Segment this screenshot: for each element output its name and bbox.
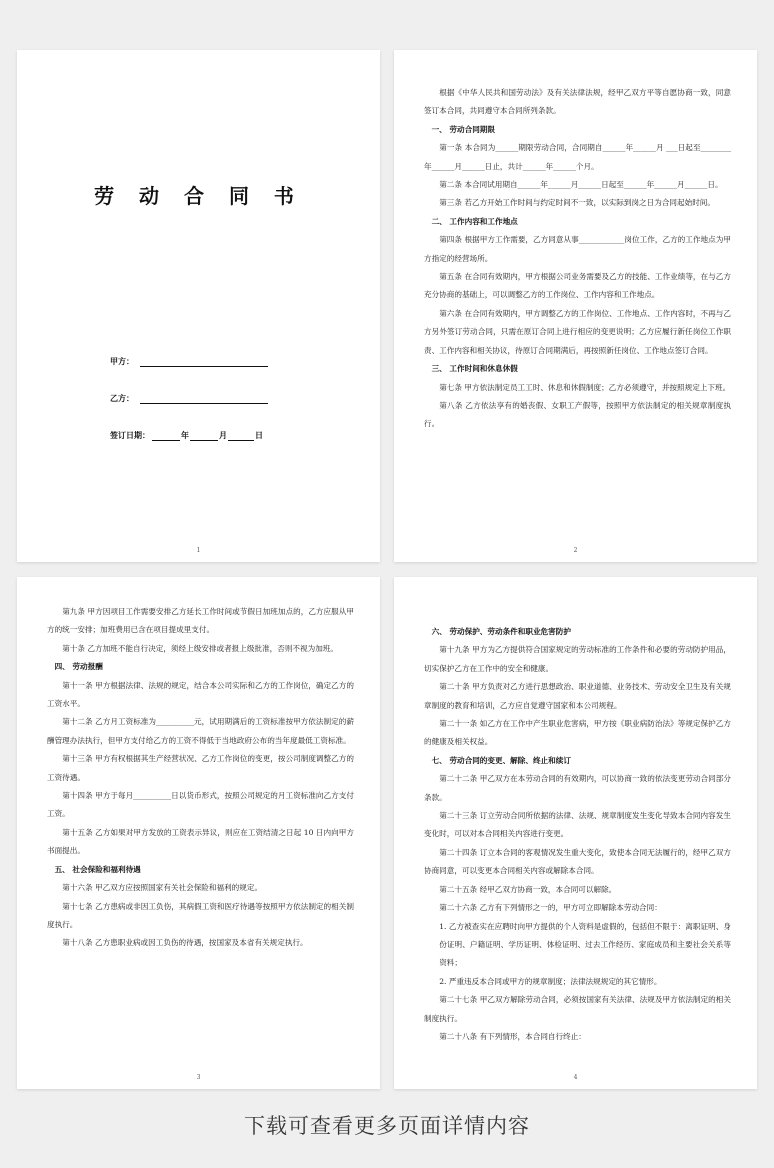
clause-paragraph: 第四条 根据甲方工作需要，乙方同意从事____________岗位工作，乙方的工作地点为甲方指定的经营场所。 xyxy=(424,235,731,263)
clause-paragraph: 第十四条 甲方于每月__________日以货币形式，按照公司规定的月工资标准向乙方支付工资。 xyxy=(47,791,354,819)
clause-paragraph: 第二十条 甲方负责对乙方进行思想政治、职业道德、业务技术、劳动安全卫生及有关规章制度的教育和培训，乙方应自觉遵守国家和本公司规程。 xyxy=(424,682,731,710)
document-page-2 xyxy=(394,50,757,562)
clause-paragraph: 第二条 本合同试用期自______年______月______日起至______年______月______日。 xyxy=(439,180,723,190)
party-a-line xyxy=(140,357,268,367)
list-item: 1. 乙方被查实在应聘时向甲方提供的个人资料是虚假的，包括但不限于：离职证明、身份证明、户籍证明、学历证明、体检证明、过去工作经历、家庭成员和主要社会关系等资料； xyxy=(439,921,731,968)
clause-paragraph: 第二十五条 经甲乙双方协商一致，本合同可以解除。 xyxy=(439,884,617,894)
party-b-field xyxy=(110,393,268,404)
party-b-label: 乙方： xyxy=(110,394,134,403)
year-line xyxy=(152,431,180,441)
section-heading: 三、 工作时间和休息休假 xyxy=(431,364,518,374)
clause-paragraph: 第十七条 乙方患病或非因工负伤，其病假工资和医疗待遇等按照甲方依法制定的相关制度执行。 xyxy=(47,901,354,929)
party-a-label: 甲方： xyxy=(110,357,134,366)
section-heading: 七、 劳动合同的变更、解除、终止和续订 xyxy=(431,755,571,765)
clause-paragraph: 第九条 甲方因项目工作需要安排乙方延长工作时间或节假日加班加点的，乙方应服从甲方的统一安排；加班费用已含在项目提成里支付。 xyxy=(47,607,354,635)
clause-paragraph: 第二十二条 甲乙双方在本劳动合同的有效期内，可以协商一致的依法变更劳动合同部分条款。 xyxy=(424,774,731,802)
party-b-line xyxy=(140,394,268,404)
clause-paragraph: 第八条 乙方依法享有的婚丧假、女职工产假等，按照甲方依法制定的相关规章制度执行。 xyxy=(424,400,731,429)
clause-paragraph: 第二十七条 甲乙双方解除劳动合同，必须按国家有关法律、法规及甲方依法制定的相关制度执行。 xyxy=(424,995,731,1023)
clause-paragraph: 第二十八条 有下列情形，本合同自行终止： xyxy=(439,1031,586,1041)
clause-paragraph: 根据《中华人民共和国劳动法》及有关法律法规，经甲乙双方平等自愿协商一致，同意签订本合同，共同遵守本合同所列条款。 xyxy=(424,88,731,116)
page-number: 4 xyxy=(573,1074,578,1081)
section-heading: 六、 劳动保护、劳动条件和职业危害防护 xyxy=(431,627,571,636)
cover-title: 劳 动 合 同 书 xyxy=(94,184,303,208)
clause-paragraph: 第十九条 甲方为乙方提供符合国家规定的劳动标准的工作条件和必要的劳动防护用品，切实保护乙方在工作中的安全和健康。 xyxy=(424,645,731,673)
clause-paragraph: 第十一条 甲方根据法律、法规的规定，结合本公司实际和乙方的工作岗位，确定乙方的工资水平。 xyxy=(47,680,354,709)
clause-paragraph: 第二十四条 订立本合同的客观情况发生重大变化，致使本合同无法履行的，经甲乙双方协商同意，可以变更本合同相关内容或解除本合同。 xyxy=(424,847,731,876)
page-content xyxy=(424,84,731,434)
section-heading: 一、 劳动合同期限 xyxy=(431,124,495,134)
clause-paragraph: 第六条 在合同有效期内，甲方调整乙方的工作岗位、工作地点、工作内容时，不再与乙方另外签订劳动合同，只需在原订合同上进行相应的变更说明；乙方应履行新任岗位工作职责、工作内容和相关协议，待原订合同期满后，再按照新任岗位、工作地点签订合同。 xyxy=(424,308,731,355)
section-heading: 二、 工作内容和工作地点 xyxy=(431,216,518,226)
list-item: 2. 严重违反本合同或甲方的规章制度；法律法规规定的其它情形。 xyxy=(439,976,662,986)
clause-paragraph: 第一条 本合同为______期限劳动合同，合同期自______年______月 ___日起至________年______月______日止，共计______年______个月。 xyxy=(424,143,731,171)
clause-paragraph: 第十二条 乙方月工资标准为__________元，试用期满后的工资标准按甲方依法制定的薪酬管理办法执行，但甲方支付给乙方的工资不得低于当地政府公布的当年度最低工资标准。 xyxy=(47,717,354,745)
document-page-4 xyxy=(394,577,757,1089)
section-heading: 五、 社会保险和福利待遇 xyxy=(54,864,141,874)
day-label: 日 xyxy=(255,431,263,440)
document-page-3 xyxy=(17,577,380,1089)
clause-paragraph: 第十三条 甲方有权根据其生产经营状况、乙方工作岗位的变更，按公司制度调整乙方的工资待遇。 xyxy=(47,754,354,782)
clause-paragraph: 第十六条 甲乙双方应按照国家有关社会保险和福利的规定。 xyxy=(62,883,263,893)
month-line xyxy=(190,431,218,441)
page-number: 2 xyxy=(573,547,578,554)
sign-date-label: 签订日期： xyxy=(110,431,150,440)
clause-paragraph: 第十八条 乙方患职业病或因工负伤的待遇，按国家及本省有关规定执行。 xyxy=(62,938,308,948)
page-number: 3 xyxy=(196,1074,201,1081)
clause-paragraph: 第七条 甲方依法制定员工工时、休息和休假制度；乙方必须遵守，并按照规定上下班。 xyxy=(439,382,731,392)
clause-paragraph: 第十条 乙方加班不能自行决定，须经上级安排或者报上级批准，否则不视为加班。 xyxy=(62,643,338,653)
party-a-field xyxy=(110,356,268,367)
clause-paragraph: 第二十三条 订立劳动合同所依据的法律、法规、规章制度发生变化导致本合同内容发生变化时，可以对本合同相关内容进行变更。 xyxy=(424,811,731,839)
section-heading: 四、 劳动报酬 xyxy=(54,662,103,672)
document-page-1 xyxy=(17,50,380,562)
sign-date-field xyxy=(110,430,264,441)
page-number: 1 xyxy=(196,547,201,554)
clause-paragraph: 第十五条 乙方如果对甲方发放的工资表示异议，则应在工资结清之日起 10 日内向甲方书面提出。 xyxy=(47,827,354,856)
day-line xyxy=(228,431,254,441)
month-label: 月 xyxy=(219,431,227,440)
download-hint: 下载可查看更多页面详情内容 xyxy=(244,1114,530,1138)
page-content xyxy=(47,603,354,953)
clause-paragraph: 第五条 在合同有效期内，甲方根据公司业务需要及乙方的技能、工作业绩等，在与乙方充分协商的基础上，可以调整乙方的工作岗位、工作内容和工作地点。 xyxy=(424,272,731,300)
clause-paragraph: 第三条 若乙方开始工作时间与约定时间不一致，以实际到岗之日为合同起始时间。 xyxy=(439,198,715,208)
clause-paragraph: 第二十一条 如乙方在工作中产生职业危害病，甲方按《职业病防治法》等规定保护乙方的健康及相关权益。 xyxy=(424,719,731,747)
year-label: 年 xyxy=(181,431,189,440)
clause-paragraph: 第二十六条 乙方有下列情形之一的，甲方可立即解除本劳动合同： xyxy=(439,903,662,913)
page-content xyxy=(424,623,731,1046)
